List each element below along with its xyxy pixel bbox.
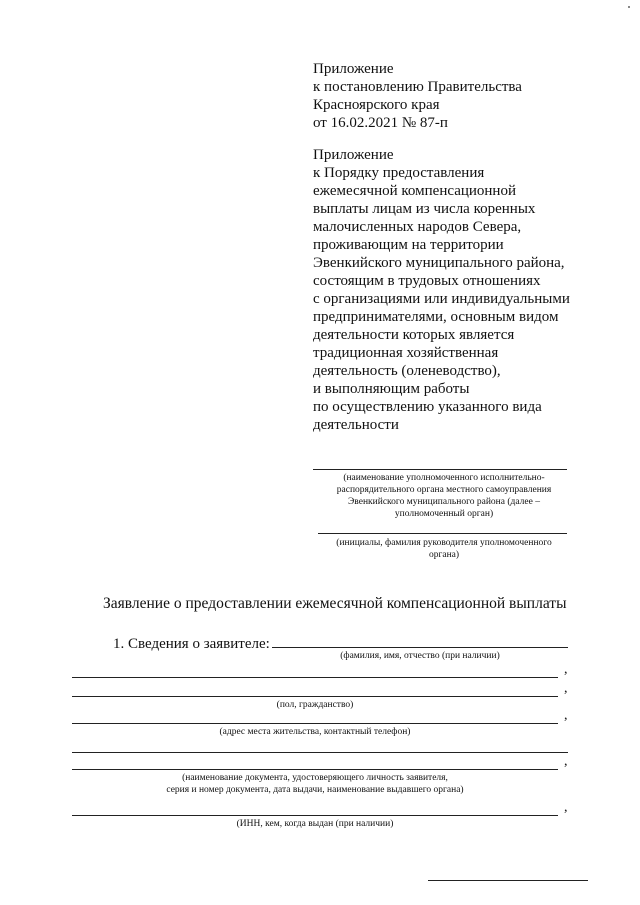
- organ-caption-line: распорядительного органа местного самоуправления: [336, 485, 552, 495]
- comma-mark: ,: [564, 681, 568, 696]
- address-caption: (адрес места жительства, контактный телефон): [219, 727, 411, 737]
- annex-gov-line: к постановлению Правительства: [313, 79, 522, 95]
- sex-citizenship-line[interactable]: [72, 696, 558, 697]
- annex-gov-line: от 16.02.2021 № 87-п: [313, 115, 448, 131]
- comma-mark: ,: [564, 662, 568, 677]
- annex-government-block: [313, 60, 522, 132]
- fio-field-line[interactable]: [272, 647, 568, 648]
- annex-order-line: малочисленных народов Севера,: [313, 219, 522, 235]
- identity-document-caption-line: (наименование документа, удостоверяющего личность заявителя,: [182, 773, 448, 783]
- annex-order-line: и выполняющим работы: [313, 381, 470, 397]
- fio-caption: (фамилия, имя, отчество (при наличии): [340, 651, 500, 661]
- inn-line[interactable]: [72, 815, 558, 816]
- identity-document-caption-line: серия и номер документа, дата выдачи, наименование выдавшего органа): [166, 785, 464, 795]
- annex-order-line: традиционная хозяйственная: [313, 345, 499, 361]
- application-title: Заявление о предоставлении ежемесячной компенсационной выплаты: [103, 595, 567, 612]
- organ-name-line: [313, 469, 567, 470]
- annex-order-line: деятельности которых является: [313, 327, 515, 343]
- identity-document-line-1[interactable]: [72, 752, 568, 753]
- section1-label: 1. Сведения о заявителе:: [113, 636, 270, 652]
- annex-order-line: выплаты лицам из числа коренных: [313, 201, 536, 217]
- head-name-caption: [313, 537, 575, 561]
- organ-name-caption: [313, 472, 575, 520]
- comma-mark: ,: [564, 754, 568, 769]
- annex-order-line: ежемесячной компенсационной: [313, 183, 516, 199]
- annex-order-line: предпринимателями, основным видом: [313, 309, 559, 325]
- identity-document-line-2[interactable]: [72, 769, 558, 770]
- annex-order-line: проживающим на территории: [313, 237, 504, 253]
- annex-order-line: деятельность (оленеводство),: [313, 363, 501, 379]
- inn-caption: (ИНН, кем, когда выдан (при наличии): [236, 819, 394, 829]
- organ-caption-line: уполномоченный орган): [394, 509, 494, 519]
- head-caption-line: (инициалы, фамилия руководителя уполномоченного: [336, 538, 552, 548]
- identity-document-caption: [72, 772, 558, 796]
- annex-order-line: деятельности: [313, 417, 399, 433]
- organ-caption-line: (наименование уполномоченного исполнительно-: [343, 473, 545, 483]
- head-name-line: [318, 533, 567, 534]
- annex-gov-line: Приложение: [313, 61, 394, 77]
- annex-order-line: к Порядку предоставления: [313, 165, 485, 181]
- footer-rule: [428, 880, 588, 881]
- fio-continuation-line[interactable]: [72, 677, 558, 678]
- head-caption-line: органа): [428, 550, 460, 560]
- scan-speck: [628, 6, 630, 8]
- annex-order-line: Приложение: [313, 147, 394, 163]
- annex-order-line: по осуществлению указанного вида: [313, 399, 542, 415]
- annex-order-line: Эвенкийского муниципального района,: [313, 255, 565, 271]
- comma-mark: ,: [564, 708, 568, 723]
- sex-citizenship-caption: (пол, гражданство): [276, 700, 354, 710]
- address-line[interactable]: [72, 723, 558, 724]
- annex-order-line: состоящим в трудовых отношениях: [313, 273, 541, 289]
- annex-order-line: с организациями или индивидуальными: [313, 291, 570, 307]
- organ-caption-line: Эвенкийского муниципального района (далее –: [348, 497, 540, 507]
- comma-mark: ,: [564, 800, 568, 815]
- annex-gov-line: Красноярского края: [313, 97, 440, 113]
- annex-order-block: [313, 146, 570, 434]
